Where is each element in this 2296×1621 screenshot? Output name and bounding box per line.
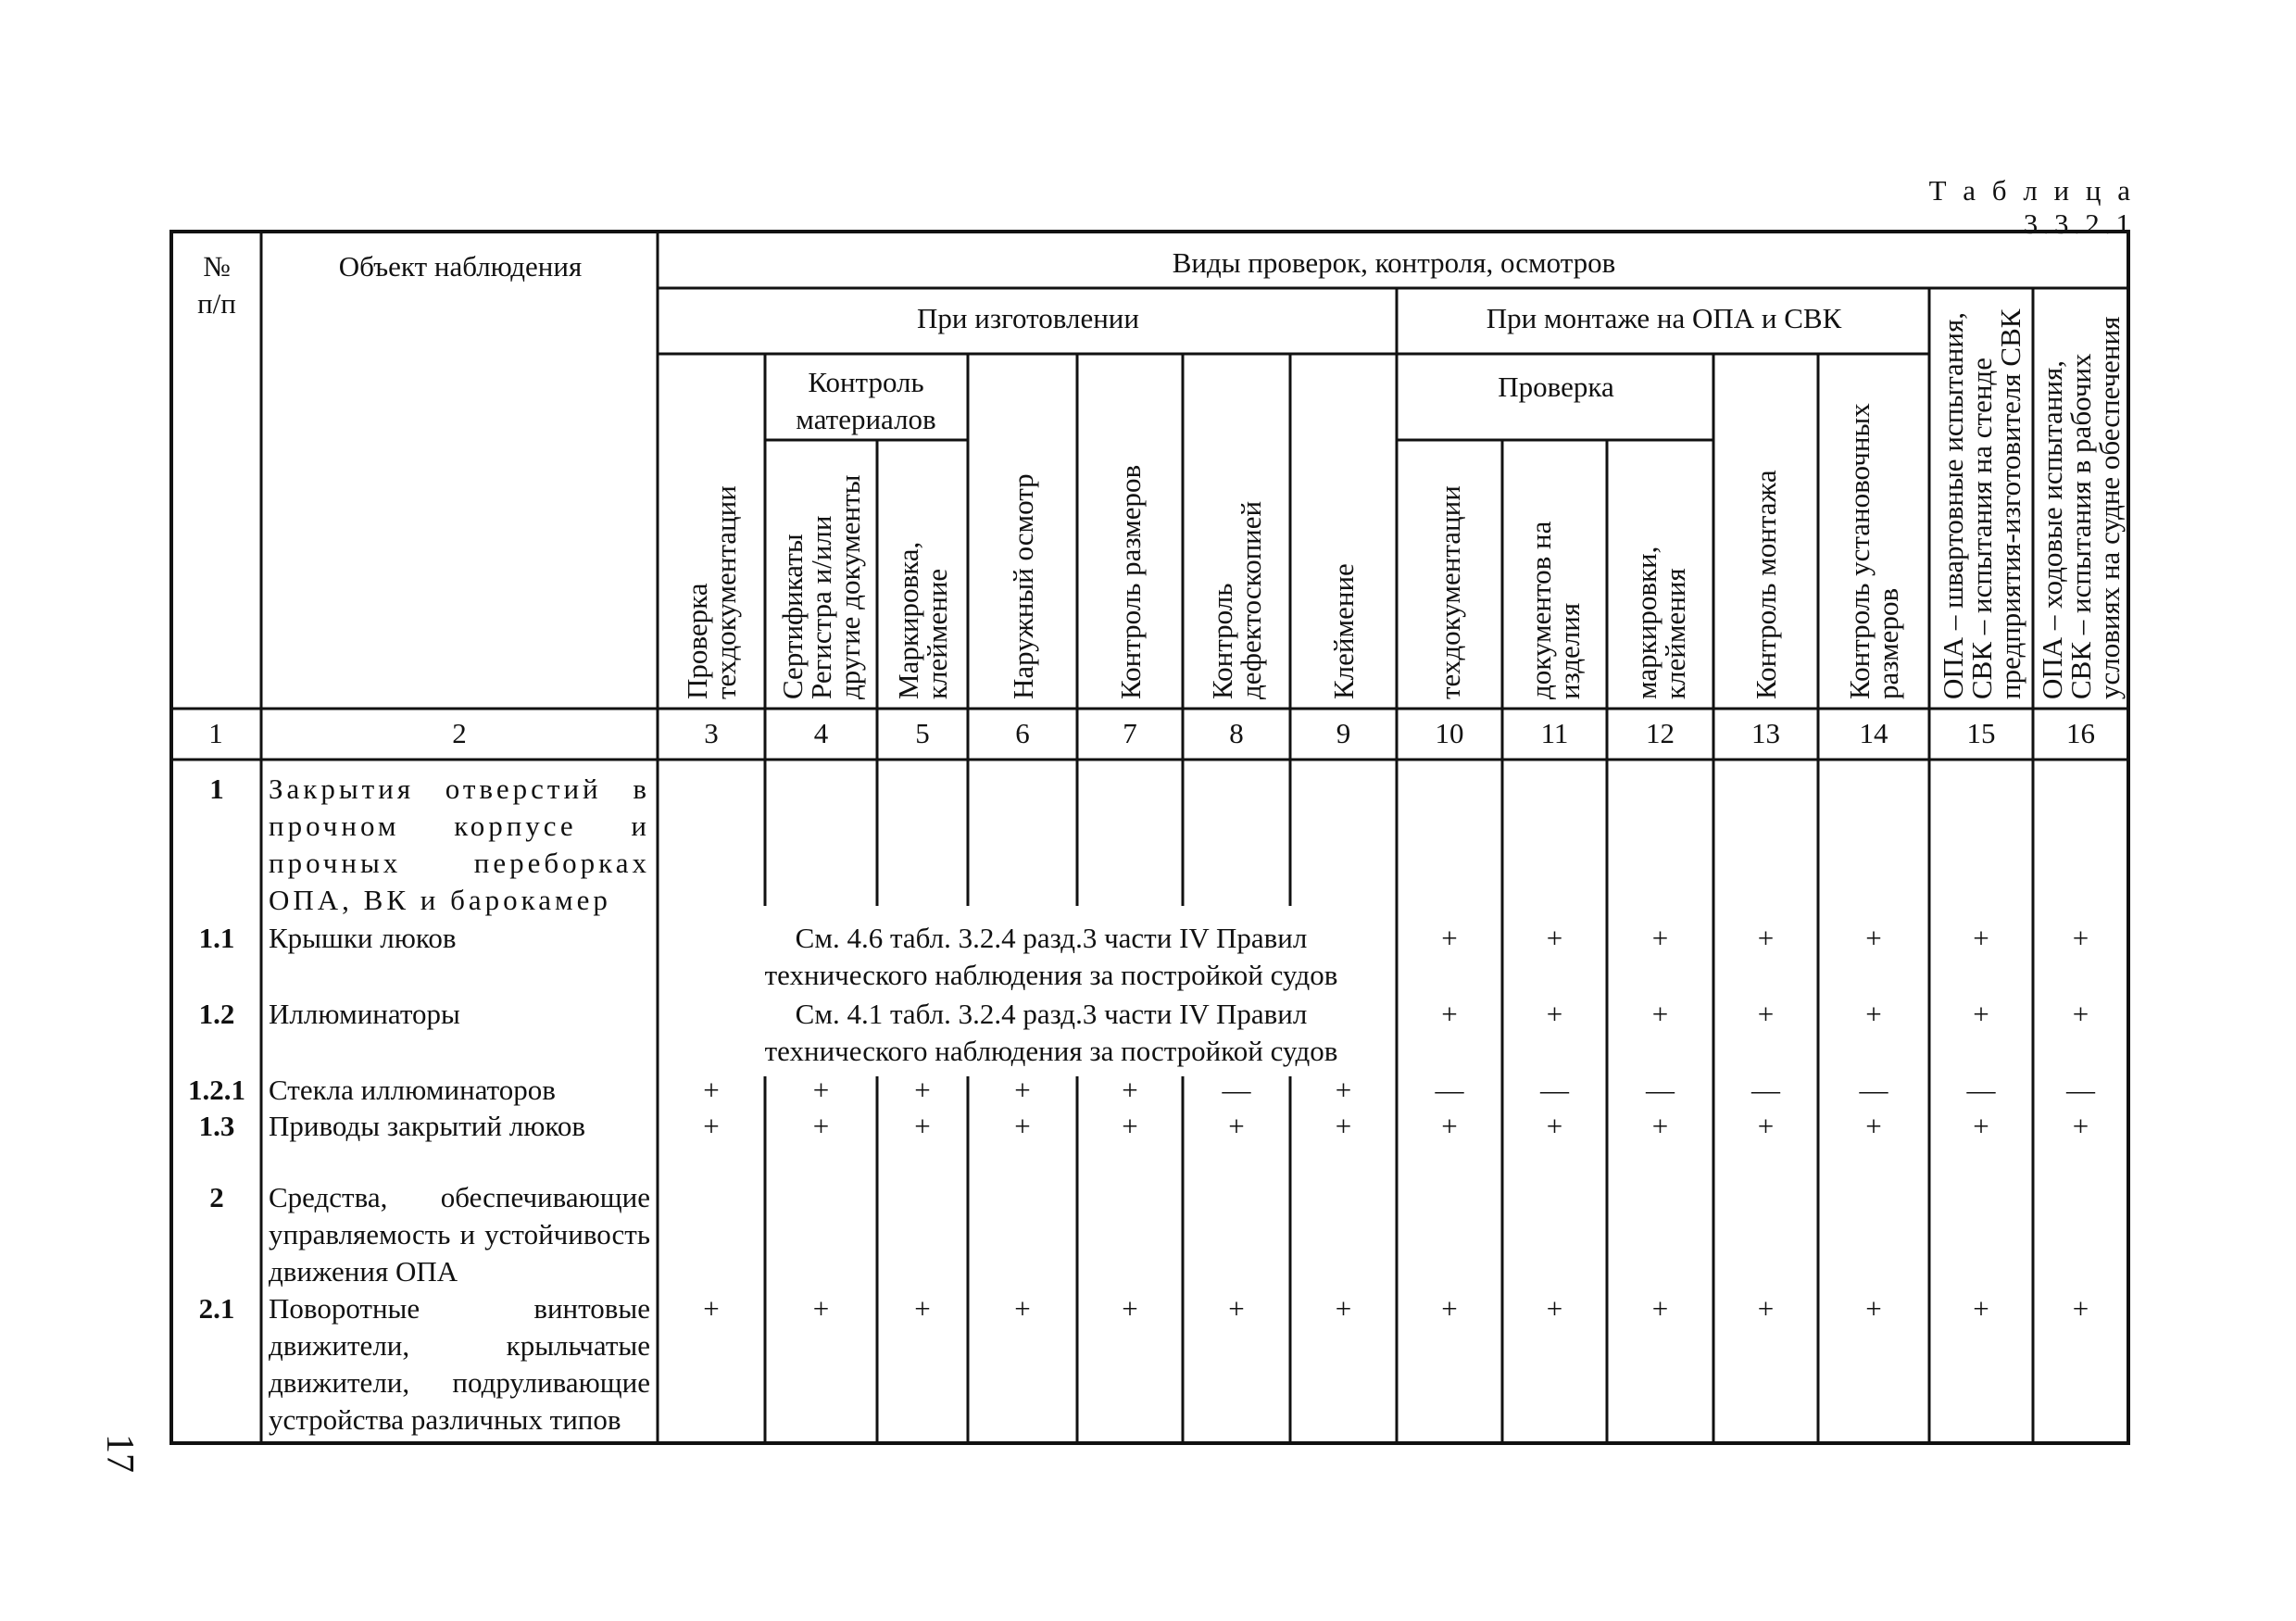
column-number: 14 (1859, 717, 1888, 749)
vertical-header-line: Клеймение (1327, 563, 1360, 699)
row-mark: + (1335, 1110, 1352, 1142)
row-object: Поворотные винтовые движители, крыльчатые движители, подруливающие устройства различных типов (269, 1292, 650, 1436)
row-mark: — (1646, 1074, 1675, 1106)
row-mark: + (1546, 998, 1563, 1030)
row-mark: + (2072, 922, 2089, 954)
vertical-header-14 (1845, 403, 1902, 699)
column-number: 13 (1751, 717, 1780, 749)
vertical-header-4 (778, 474, 864, 699)
row-mark: + (703, 1074, 720, 1106)
header-group-check: Проверка (1498, 371, 1614, 403)
row-mark: + (1651, 1292, 1669, 1325)
row-mark: + (2072, 1110, 2089, 1142)
vertical-header-12 (1629, 546, 1691, 699)
row-object: Крышки люков (269, 922, 457, 954)
row-mark: + (812, 1074, 830, 1106)
vertical-header-line: Контроль (1206, 583, 1238, 699)
vertical-header-line: размеров (1872, 587, 1904, 699)
column-number: 2 (452, 717, 467, 749)
row-mark: + (1546, 922, 1563, 954)
row-object: Средства, обеспечивающие управляемость и устойчивость движения ОПА (269, 1181, 650, 1288)
row-mark: + (1973, 1110, 1989, 1142)
column-number: 1 (208, 717, 223, 749)
vertical-header-line: СВК – испытания в рабочих (2064, 353, 2097, 699)
row-mark: + (1973, 998, 1989, 1030)
row-mark: + (1441, 1292, 1458, 1325)
row-mark: — (1540, 1074, 1569, 1106)
vertical-header-line: клеймение (921, 568, 953, 699)
vertical-header-3 (683, 485, 740, 699)
row-number: 1.2 (198, 998, 235, 1030)
row-mark: + (1228, 1292, 1245, 1325)
column-number: 11 (1540, 717, 1569, 749)
row-reference: См. 4.1 табл. 3.2.4 разд.3 части IV Правил технического наблюдения за постройкой судов (764, 998, 1338, 1067)
row-number: 2 (209, 1181, 224, 1213)
row-mark: + (1122, 1292, 1138, 1325)
vertical-header-line: Контроль монтажа (1750, 470, 1782, 699)
page-number: 17 (98, 1434, 141, 1473)
row-mark: + (1441, 1110, 1458, 1142)
vertical-header-line: ОПА – ходовые испытания, (2036, 360, 2068, 699)
row-mark: + (1335, 1292, 1352, 1325)
row-object: Иллюминаторы (269, 998, 460, 1030)
row-number: 1.1 (198, 922, 235, 954)
vertical-header-line: клеймения (1658, 568, 1691, 699)
vertical-header-line: Контроль размеров (1113, 464, 1147, 699)
vertical-header-line: изделия (1552, 602, 1586, 699)
table-caption: Т а б л и ц а 3.3.2.1 (1928, 174, 2135, 240)
vertical-header-13 (1751, 470, 1780, 699)
vertical-header-line: Контроль установочных (1843, 403, 1876, 699)
column-number: 9 (1336, 717, 1351, 749)
row-mark: — (1966, 1074, 1996, 1106)
column-number: 6 (1015, 717, 1030, 749)
row-mark: + (1546, 1292, 1563, 1325)
column-number: 16 (2066, 717, 2095, 749)
column-number: 12 (1646, 717, 1675, 749)
row-number: 1.2.1 (188, 1074, 245, 1106)
row-mark: + (1441, 998, 1458, 1030)
column-number: 5 (915, 717, 930, 749)
vertical-header-line: документов на (1524, 521, 1557, 699)
row-mark: + (1757, 1292, 1775, 1325)
row-mark: + (1865, 998, 1882, 1030)
row-mark: + (1441, 922, 1458, 954)
header-group-manufacture: При изготовлении (917, 302, 1139, 334)
row-mark: — (1222, 1074, 1251, 1106)
column-number: 4 (813, 717, 829, 749)
row-mark: + (1335, 1074, 1352, 1106)
vertical-header-line: Наружный осмотр (1006, 473, 1039, 699)
vertical-header-line: Сертификаты (776, 534, 809, 699)
row-mark: + (914, 1074, 931, 1106)
row-mark: + (1865, 1292, 1882, 1325)
row-mark: + (1014, 1292, 1031, 1325)
row-mark: — (2066, 1074, 2095, 1106)
row-mark: + (2072, 1292, 2089, 1325)
row-mark: + (812, 1292, 830, 1325)
row-object: Закрытия отверстий в прочном корпусе и прочных переборках ОПА, ВК и барокамер (269, 773, 650, 916)
row-mark: + (1014, 1110, 1031, 1142)
row-mark: + (1865, 1110, 1882, 1142)
vertical-header-16 (2038, 317, 2124, 699)
column-number: 15 (1966, 717, 1996, 749)
row-mark: + (1973, 1292, 1989, 1325)
row-number: 2.1 (198, 1292, 235, 1325)
vertical-header-line: другие документы (834, 474, 866, 699)
row-mark: + (2072, 998, 2089, 1030)
vertical-header-line: СВК – испытания на стенде (1964, 358, 1998, 699)
row-number: 1.3 (198, 1110, 235, 1142)
row-mark: — (1435, 1074, 1464, 1106)
vertical-header-line: маркировки, (1629, 546, 1662, 699)
vertical-header-line: условиях на судне обеспечения (2093, 316, 2126, 699)
vertical-header-7 (1113, 464, 1147, 699)
row-mark: + (1757, 1110, 1775, 1142)
column-number: 3 (704, 717, 719, 749)
vertical-header-line: техдокументации (709, 485, 742, 699)
row-mark: + (1651, 922, 1669, 954)
row-mark: + (1014, 1074, 1031, 1106)
row-mark: + (1757, 922, 1775, 954)
header-group-install: При монтаже на ОПА и СВК (1486, 302, 1842, 334)
vertical-header-line: дефектоскопией (1235, 500, 1267, 699)
vertical-header-11 (1526, 521, 1584, 699)
row-mark: — (1859, 1074, 1888, 1106)
vertical-header-line: Регистра и/или (805, 515, 837, 699)
vertical-header-8 (1208, 501, 1265, 699)
header-group-materials: Контроль материалов (796, 366, 936, 435)
vertical-header-9 (1329, 563, 1358, 699)
row-mark: + (1973, 922, 1989, 954)
row-number: 1 (209, 773, 224, 805)
row-mark: + (703, 1292, 720, 1325)
row-mark: + (1651, 1110, 1669, 1142)
header-num: № п/п (197, 250, 236, 320)
row-mark: + (812, 1110, 830, 1142)
vertical-header-line: ОПА – швартовные испытания, (1936, 312, 1969, 699)
row-mark: — (1751, 1074, 1780, 1106)
vertical-header-line: Проверка (681, 583, 713, 699)
row-mark: + (1122, 1110, 1138, 1142)
header-object: Объект наблюдения (338, 250, 583, 283)
row-reference: См. 4.6 табл. 3.2.4 разд.3 части IV Правил технического наблюдения за постройкой судов (764, 922, 1338, 991)
row-mark: + (1122, 1074, 1138, 1106)
row-mark: + (1546, 1110, 1563, 1142)
vertical-header-10 (1433, 485, 1466, 699)
column-number: 8 (1229, 717, 1244, 749)
vertical-header-line: Маркировка, (892, 541, 924, 699)
column-number: 7 (1123, 717, 1137, 749)
vertical-header-line: техдокументации (1433, 485, 1466, 699)
vertical-header-6 (1006, 473, 1039, 699)
row-mark: + (1228, 1110, 1245, 1142)
header-group-all: Виды проверок, контроля, осмотров (1172, 246, 1616, 279)
vertical-header-line: предприятия-изготовителя СВК (1993, 308, 2026, 699)
row-object: Стекла иллюминаторов (269, 1074, 556, 1106)
vertical-header-15 (1938, 309, 2025, 699)
row-mark: + (914, 1292, 931, 1325)
row-mark: + (914, 1110, 931, 1142)
row-mark: + (703, 1110, 720, 1142)
row-object: Приводы закрытий люков (269, 1110, 585, 1142)
row-mark: + (1651, 998, 1669, 1030)
column-number: 10 (1435, 717, 1464, 749)
row-mark: + (1757, 998, 1775, 1030)
vertical-header-5 (894, 542, 951, 699)
row-mark: + (1865, 922, 1882, 954)
